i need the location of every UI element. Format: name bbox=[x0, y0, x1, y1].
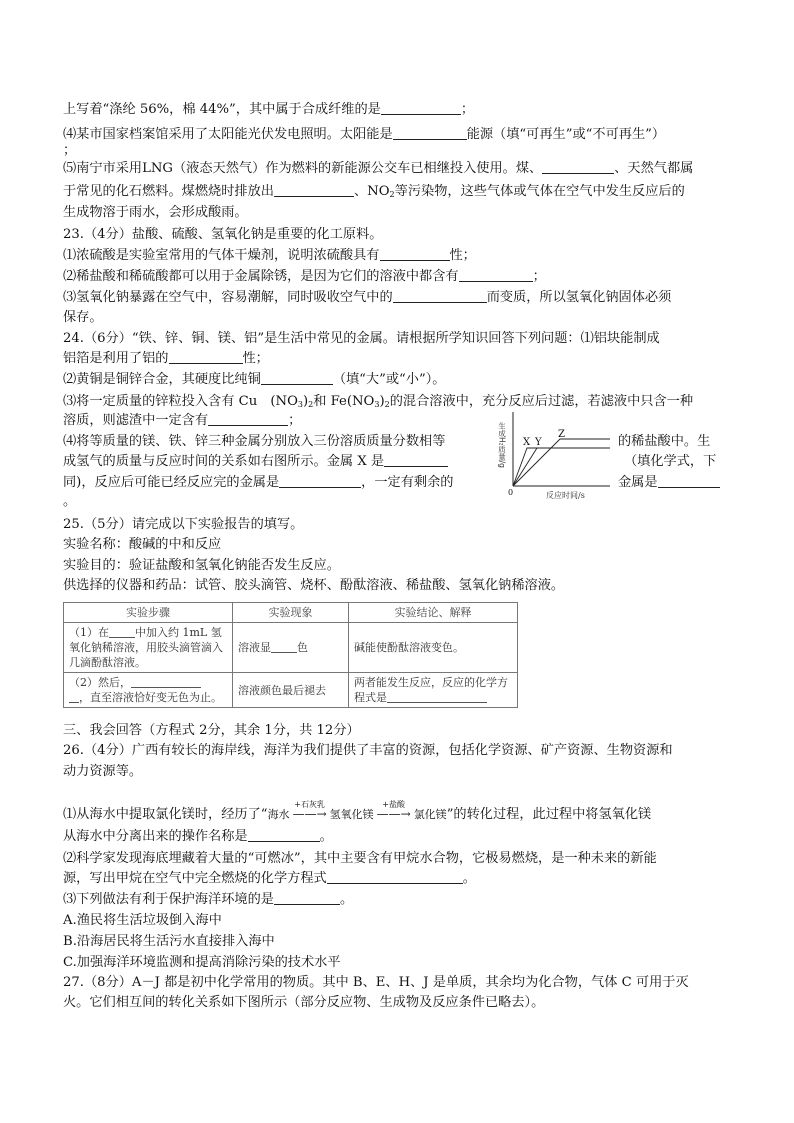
series-x-line bbox=[513, 448, 610, 486]
table-row bbox=[64, 673, 518, 708]
option-c[interactable]: C.加强海洋环境监测和提高消除污染的技术水平 bbox=[63, 955, 341, 970]
section-3-title: 三、我会回答（方程式 2分，其余 1分，共 12分） bbox=[63, 723, 360, 738]
label-y: Y bbox=[535, 437, 542, 448]
answer-blank[interactable] bbox=[169, 350, 243, 364]
q22-line-3: 上写着“涤纶 56%，棉 44%”，其中属于合成纤维的是 ； bbox=[63, 102, 475, 117]
q23-part1: ⑴浓硫酸是实验室常用的气体干燥剂，说明浓硫酸具有 性； bbox=[63, 248, 476, 263]
table-header-row bbox=[64, 603, 518, 623]
q26-part2: ⑵科学家发现海底埋藏着大量的“可燃冰”，其中主要含有甲烷水合物，它极易燃烧，是一种未来的新能 bbox=[63, 851, 657, 866]
option-a[interactable]: A.渔民将生活垃圾倒入海中 bbox=[63, 913, 222, 928]
answer-blank[interactable] bbox=[109, 626, 135, 638]
label-x: X bbox=[523, 437, 531, 448]
q22-line-4: ⑷某市国家档案馆采用了太阳能光伏发电照明。太阳能是 能源（填“可再生”或“不可再生”） bbox=[63, 127, 666, 142]
q27-title-cont: 火。它们相互间的转化关系如下图所示（部分反应物、生成物及反应条件已略去）。 bbox=[63, 995, 545, 1010]
q25-title: 25.（5分）请完成以下实验报告的填写。 bbox=[63, 517, 304, 532]
table-cell: 溶液颜色最后褪去 bbox=[233, 673, 349, 708]
q24-part3-cont: 溶质，则滤渣中一定含有 ； bbox=[63, 413, 302, 428]
answer-blank[interactable] bbox=[131, 676, 201, 688]
q24-part4-d: （填化学式，下 bbox=[624, 454, 717, 469]
option-b[interactable]: B.沿海居民将生活污水直接排入海中 bbox=[63, 934, 275, 949]
experiment-report-table bbox=[63, 602, 518, 708]
q24-title: 24.（6分）“铁、锌、铜、镁、铝”是生活中常见的金属。请根据所学知识回答下列问题：⑴铝块能制成 bbox=[63, 331, 660, 346]
answer-blank[interactable] bbox=[327, 870, 463, 884]
origin-label: 0 bbox=[508, 488, 514, 497]
table-header: 实验结论、解释 bbox=[349, 603, 518, 623]
q27-title: 27.（8分）A－J 都是初中化学常用的物质。其中 B、E、H、J 是单质，其余均为化合物，气体 C 可用于灭 bbox=[63, 975, 689, 990]
q26-part1: ⑴从海水中提取氯化镁时，经历了“海水 +石灰乳 ——→ 氢氧化镁 +盐酸 ——→ 氯化镁”的转化过程，此过程中将氢氧化镁 bbox=[63, 800, 652, 822]
answer-blank[interactable] bbox=[393, 126, 467, 140]
q25-name: 实验名称：酸碱的中和反应 bbox=[63, 537, 222, 552]
answer-blank[interactable] bbox=[658, 474, 720, 488]
q23-part3-cont: 保存。 bbox=[63, 310, 103, 325]
q22-line-6: 于常见的化石燃料。煤燃烧时排放出 、$NO_2$等污染物，这些气体或气体在空气中发生反应后的 bbox=[63, 184, 685, 199]
q24-part4-f: 金属是 bbox=[618, 474, 720, 491]
answer-blank[interactable] bbox=[387, 691, 487, 703]
answer-blank[interactable] bbox=[271, 641, 297, 653]
table-cell: 溶液显 色 bbox=[233, 623, 349, 673]
answer-blank[interactable] bbox=[380, 247, 450, 261]
table-header: 实验现象 bbox=[233, 603, 349, 623]
table-row bbox=[64, 623, 518, 673]
q24-part4-c: 成氢气的质量与反应时间的关系如右图所示。金属 X 是 bbox=[63, 453, 448, 470]
answer-blank[interactable] bbox=[261, 371, 333, 385]
q23-part3: ⑶氢氧化钠暴露在空气中，容易潮解，同时吸收空气中的 而变质，所以氢氧化钠固体必须 bbox=[63, 290, 672, 305]
q24-part3: ⑶将一定质量的锌粒投入含有 Cu $(NO_3)_2$和 $Fe(NO_3)_2$的混合溶液中，充分反应后过滤，若滤液中只含一种 bbox=[63, 394, 694, 409]
q24-part2: ⑵黄铜是铜锌合金，其硬度比纯铜 （填“大”或“小”）。 bbox=[63, 372, 446, 387]
series-y-line bbox=[513, 448, 610, 486]
answer-blank[interactable] bbox=[384, 453, 448, 467]
reaction-arrow: +石灰乳 ——→ bbox=[292, 800, 327, 821]
q26-part1-cont: 从海水中分离出来的操作名称是 。 bbox=[63, 829, 333, 844]
q25-goal: 实验目的：验证盐酸和氢氧化钠能否发生反应。 bbox=[63, 558, 340, 573]
q26-part3: ⑶下列做法有利于保护海洋环境的是 。 bbox=[63, 892, 354, 907]
table-cell: 碱能使酚酞溶液变色。 bbox=[349, 623, 518, 673]
table-cell: （2）然后， ，直至溶液恰好变无色为止。 bbox=[64, 673, 233, 708]
reaction-step: 海水 bbox=[267, 808, 290, 821]
q24-part4-b: 的稀盐酸中。生 bbox=[618, 434, 711, 449]
q24-part4-e: 同)，反应后可能已经反应完的金属是 ，一定有剩余的 bbox=[63, 475, 454, 490]
hydrogen-reaction-graph bbox=[496, 408, 614, 500]
q22-line-7: 生成物溶于雨水，会形成酸雨。 bbox=[63, 205, 248, 220]
table-cell: 两者能发生反应，反应的化学方 程式是 bbox=[349, 673, 518, 708]
y-axis-label-text: 生成H₂质量/g bbox=[497, 422, 507, 468]
q24-part4-end: 。 bbox=[63, 494, 77, 509]
q26-part2-cont: 源，写出甲烷在空气中完全燃烧的化学方程式 。 bbox=[63, 871, 476, 886]
reaction-arrow: +盐酸 ——→ bbox=[376, 800, 411, 821]
q26-title-cont: 动力资源等。 bbox=[63, 764, 143, 779]
q22-line-5: ⑸南宁市采用LNG（液态天然气）作为燃料的新能源公交车已相继投入使用。煤、 、天然气都属 bbox=[63, 161, 694, 176]
q23-title: 23.（4分）盐酸、硫酸、氢氧化钠是重要的化工原料。 bbox=[63, 227, 383, 242]
table-header: 实验步骤 bbox=[64, 603, 233, 623]
answer-blank[interactable] bbox=[542, 160, 614, 174]
answer-blank[interactable] bbox=[208, 412, 288, 426]
answer-blank[interactable] bbox=[69, 691, 79, 703]
table-cell: （1）在 中加入约 1mL 氢 氧化钠稀溶液，用胶头滴管滴入 几滴酚酞溶液。 bbox=[64, 623, 233, 673]
answer-blank[interactable] bbox=[248, 828, 320, 842]
reaction-step: 氢氧化镁 bbox=[329, 808, 374, 821]
answer-blank[interactable] bbox=[274, 891, 340, 905]
q25-materials: 供选择的仪器和药品：试管、胶头滴管、烧杯、酚酞溶液、稀盐酸、氢氧化钠稀溶液。 bbox=[63, 578, 565, 593]
x-axis-label: 反应时间/s bbox=[546, 491, 585, 500]
answer-blank[interactable] bbox=[381, 101, 461, 115]
q24-part1: 铝箔是利用了铝的 性； bbox=[63, 351, 269, 366]
label-z: Z bbox=[558, 429, 565, 440]
reaction-flow bbox=[267, 800, 447, 822]
answer-blank[interactable] bbox=[393, 289, 487, 303]
q24-part4-a: ⑷将等质量的镁、铁、锌三种金属分别放入三份溶质质量分数相等 bbox=[63, 434, 446, 449]
y-axis-label bbox=[497, 421, 506, 469]
answer-blank[interactable] bbox=[274, 183, 354, 197]
q22-line-4-cont: ； bbox=[63, 143, 77, 158]
answer-blank[interactable] bbox=[279, 474, 361, 488]
answer-blank[interactable] bbox=[459, 268, 533, 282]
reaction-step: 氯化镁 bbox=[413, 808, 447, 821]
q23-part2: ⑵稀盐酸和稀硫酸都可以用于金属除锈，是因为它们的溶液中都含有 ； bbox=[63, 269, 546, 284]
q26-title: 26.（4分）广西有较长的海岸线，海洋为我们提供了丰富的资源，包括化学资源、矿产资源、生物资源和 bbox=[63, 743, 673, 758]
